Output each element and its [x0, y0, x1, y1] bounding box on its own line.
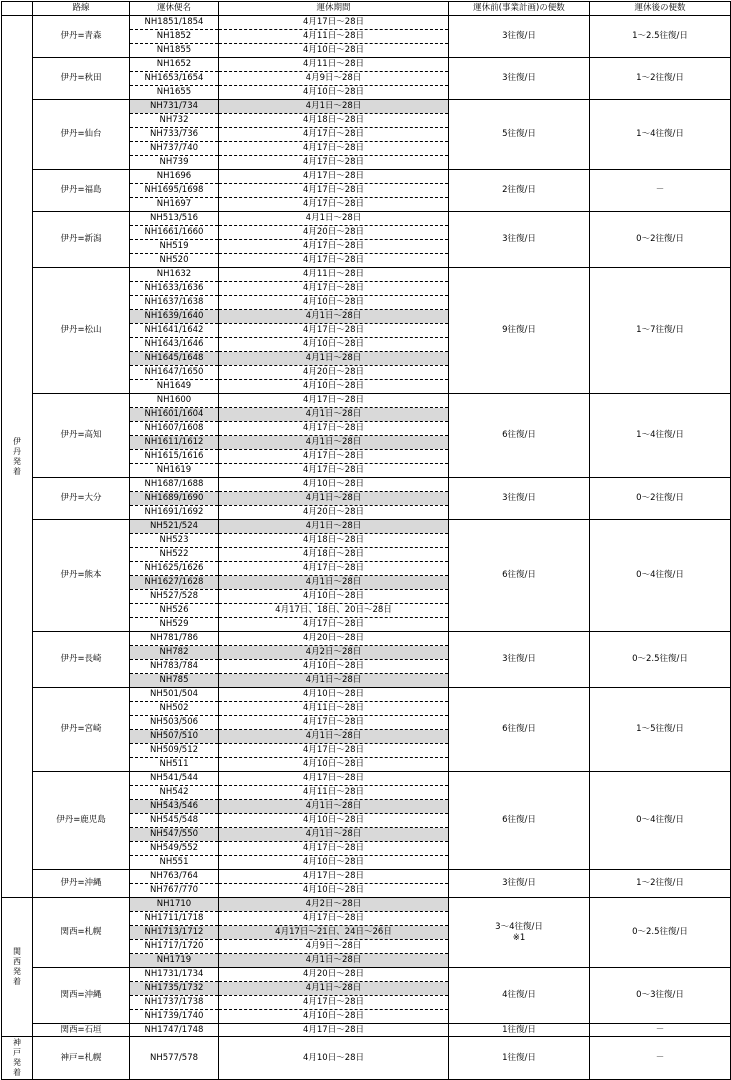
suspension-period: 4月1日～28日: [219, 212, 449, 226]
suspension-period: 4月10日～28日: [219, 758, 449, 772]
suspension-period: 4月17日～28日: [219, 464, 449, 478]
flights-before-value: 9往復/日: [502, 325, 536, 335]
flights-before: [449, 170, 590, 212]
suspension-period: 4月10日～28日: [219, 590, 449, 604]
suspension-period: 4月17日～28日: [219, 394, 449, 408]
flights-before: [449, 16, 590, 58]
header-flight: 運休便名: [130, 2, 219, 16]
table-row: [2, 268, 731, 282]
flight-number: NH1735/1732: [130, 982, 219, 996]
flights-before-value: 3往復/日: [502, 73, 536, 83]
suspension-period: 4月17日～21日、24日～26日: [219, 926, 449, 940]
flight-number: NH577/578: [130, 1037, 219, 1080]
flights-before: [449, 772, 590, 870]
suspension-period: 4月17日～28日: [219, 142, 449, 156]
flight-number: NH731/734: [130, 100, 219, 114]
suspension-period: 4月17日～28日: [219, 16, 449, 30]
suspension-period: 4月1日～28日: [219, 800, 449, 814]
flights-after: 1～7往復/日: [590, 268, 731, 394]
header-row: [2, 2, 731, 16]
flights-before-value: 2往復/日: [502, 185, 536, 195]
flight-number: NH1739/1740: [130, 1010, 219, 1024]
suspension-period: 4月11日～28日: [219, 58, 449, 72]
flight-number: NH1695/1698: [130, 184, 219, 198]
route-name: 伊丹=松山: [33, 268, 130, 394]
table-row: [2, 16, 731, 30]
flights-before-note: ※1: [512, 932, 526, 943]
flight-number: NH543/546: [130, 800, 219, 814]
suspension-period: 4月1日～28日: [219, 408, 449, 422]
route-name: 伊丹=新潟: [33, 212, 130, 268]
route-name: 伊丹=鹿児島: [33, 772, 130, 870]
flights-after: 1～2往復/日: [590, 870, 731, 898]
flights-after: 0～4往復/日: [590, 520, 731, 632]
flight-number: NH509/512: [130, 744, 219, 758]
flight-number: NH781/786: [130, 632, 219, 646]
flight-number: NH549/552: [130, 842, 219, 856]
flight-number: NH1687/1688: [130, 478, 219, 492]
suspension-period: 4月1日～28日: [219, 100, 449, 114]
flights-after: 0～2往復/日: [590, 478, 731, 520]
suspension-period: 4月1日～28日: [219, 576, 449, 590]
flight-number: NH1713/1712: [130, 926, 219, 940]
table-row: [2, 478, 731, 492]
flight-number: NH503/506: [130, 716, 219, 730]
flight-number: NH513/516: [130, 212, 219, 226]
flights-before: [449, 268, 590, 394]
suspension-period: 4月1日～28日: [219, 954, 449, 968]
flight-number: NH526: [130, 604, 219, 618]
suspension-period: 4月11日～28日: [219, 268, 449, 282]
flight-number: NH1737/1738: [130, 996, 219, 1010]
flights-after: 1～5往復/日: [590, 688, 731, 772]
suspension-period: 4月17日～28日: [219, 128, 449, 142]
suspension-period: 4月17日～28日: [219, 254, 449, 268]
flights-after: 1～2往復/日: [590, 58, 731, 100]
flight-number: NH1655: [130, 86, 219, 100]
suspension-period: 4月17日～28日: [219, 324, 449, 338]
suspension-period: 4月17日～28日: [219, 450, 449, 464]
group-label: 関西発着: [13, 947, 21, 986]
flight-number: NH521/524: [130, 520, 219, 534]
route-name: 関西=札幌: [33, 898, 130, 968]
flight-number: NH1619: [130, 464, 219, 478]
suspension-period: 4月17日～28日: [219, 1024, 449, 1037]
flight-number: NH1851/1854: [130, 16, 219, 30]
route-name: 伊丹=青森: [33, 16, 130, 58]
table-row: [2, 212, 731, 226]
flight-number: NH1691/1692: [130, 506, 219, 520]
suspension-period: 4月17日～28日: [219, 772, 449, 786]
route-name: 伊丹=熊本: [33, 520, 130, 632]
flight-number: NH1600: [130, 394, 219, 408]
suspension-period: 4月1日～28日: [219, 520, 449, 534]
suspension-period: 4月2日～28日: [219, 646, 449, 660]
flights-before-value: 5往復/日: [502, 129, 536, 139]
flights-before: [449, 520, 590, 632]
flights-before-value: 6往復/日: [502, 724, 536, 734]
flights-before-value: 3往復/日: [502, 878, 536, 888]
flights-after: 0～3往復/日: [590, 968, 731, 1024]
flight-number: NH519: [130, 240, 219, 254]
flight-number: NH551: [130, 856, 219, 870]
table-row: [2, 520, 731, 534]
suspension-period: 4月1日～28日: [219, 674, 449, 688]
flight-number: NH1855: [130, 44, 219, 58]
flights-after: －: [590, 1037, 731, 1080]
suspension-period: 4月10日～28日: [219, 1037, 449, 1080]
suspension-period: 4月1日～28日: [219, 982, 449, 996]
flights-before: [449, 870, 590, 898]
flight-number: NH1645/1648: [130, 352, 219, 366]
flights-before: [449, 688, 590, 772]
flights-before-value: 6往復/日: [502, 430, 536, 440]
suspension-period: 4月2日～28日: [219, 898, 449, 912]
flight-number: NH502: [130, 702, 219, 716]
flight-number: NH1633/1636: [130, 282, 219, 296]
flight-number: NH783/784: [130, 660, 219, 674]
suspension-period: 4月1日～28日: [219, 352, 449, 366]
route-name: 伊丹=高知: [33, 394, 130, 478]
table-row: [2, 870, 731, 884]
flight-number: NH522: [130, 548, 219, 562]
flights-after: 0～4往復/日: [590, 772, 731, 870]
suspension-period: 4月10日～28日: [219, 338, 449, 352]
suspension-period: 4月20日～28日: [219, 366, 449, 380]
flight-number: NH1747/1748: [130, 1024, 219, 1037]
flights-before: [449, 632, 590, 688]
suspension-period: 4月17日～28日: [219, 282, 449, 296]
flight-number: NH529: [130, 618, 219, 632]
flight-number: NH523: [130, 534, 219, 548]
suspension-period: 4月17日～28日: [219, 912, 449, 926]
flight-number: NH1719: [130, 954, 219, 968]
flight-number: NH542: [130, 786, 219, 800]
suspension-period: 4月18日～28日: [219, 548, 449, 562]
flights-before-value: 4往復/日: [502, 990, 536, 1000]
route-name: 伊丹=大分: [33, 478, 130, 520]
flights-before: [449, 968, 590, 1024]
flight-number: NH785: [130, 674, 219, 688]
suspension-period: 4月10日～28日: [219, 86, 449, 100]
suspension-period: 4月1日～28日: [219, 828, 449, 842]
suspension-period: 4月10日～28日: [219, 1010, 449, 1024]
flights-after: 0～2往復/日: [590, 212, 731, 268]
table-row: [2, 394, 731, 408]
table-row: [2, 688, 731, 702]
route-name: 神戸=札幌: [33, 1037, 130, 1080]
flight-number: NH1731/1734: [130, 968, 219, 982]
suspension-period: 4月20日～28日: [219, 632, 449, 646]
suspension-period: 4月17日～28日: [219, 716, 449, 730]
flight-number: NH1639/1640: [130, 310, 219, 324]
suspension-period: 4月10日～28日: [219, 814, 449, 828]
flights-before-value: 6往復/日: [502, 570, 536, 580]
table-row: [2, 772, 731, 786]
flight-number: NH1607/1608: [130, 422, 219, 436]
suspension-period: 4月17日～28日: [219, 422, 449, 436]
flight-number: NH511: [130, 758, 219, 772]
suspension-period: 4月17日～28日: [219, 198, 449, 212]
header-group: [2, 2, 33, 16]
suspension-period: 4月18日～28日: [219, 114, 449, 128]
suspension-period: 4月11日～28日: [219, 786, 449, 800]
flight-number: NH1641/1642: [130, 324, 219, 338]
flights-after: 1～4往復/日: [590, 100, 731, 170]
flight-number: NH1653/1654: [130, 72, 219, 86]
flights-before: [449, 100, 590, 170]
flight-number: NH501/504: [130, 688, 219, 702]
flight-number: NH1637/1638: [130, 296, 219, 310]
flights-before: [449, 58, 590, 100]
header-before: 運休前(事業計画)の便数: [449, 2, 590, 16]
suspension-period: 4月20日～28日: [219, 506, 449, 520]
flight-number: NH527/528: [130, 590, 219, 604]
flight-number: NH1697: [130, 198, 219, 212]
table-row: [2, 58, 731, 72]
suspension-period: 4月17日、18日、20日～28日: [219, 604, 449, 618]
suspension-period: 4月1日～28日: [219, 310, 449, 324]
table-row: [2, 632, 731, 646]
suspension-period: 4月20日～28日: [219, 226, 449, 240]
table-row: [2, 1024, 731, 1037]
flight-number: NH1852: [130, 30, 219, 44]
suspension-period: 4月10日～28日: [219, 660, 449, 674]
suspension-period: 4月17日～28日: [219, 562, 449, 576]
flight-number: NH1661/1660: [130, 226, 219, 240]
flight-number: NH1601/1604: [130, 408, 219, 422]
route-name: 伊丹=秋田: [33, 58, 130, 100]
flights-after: 0～2.5往復/日: [590, 632, 731, 688]
flight-number: NH1710: [130, 898, 219, 912]
flights-before-value: 3往復/日: [502, 493, 536, 503]
flights-before: [449, 478, 590, 520]
suspension-period: 4月9日～28日: [219, 72, 449, 86]
flight-number: NH1632: [130, 268, 219, 282]
suspension-period: 4月9日～28日: [219, 940, 449, 954]
suspension-period: 4月17日～28日: [219, 240, 449, 254]
suspension-period: 4月10日～28日: [219, 296, 449, 310]
suspension-period: 4月1日～28日: [219, 436, 449, 450]
flights-before: [449, 394, 590, 478]
flight-number: NH541/544: [130, 772, 219, 786]
suspension-period: 4月17日～28日: [219, 184, 449, 198]
route-name: 伊丹=長崎: [33, 632, 130, 688]
flights-after: 0～2.5往復/日: [590, 898, 731, 968]
flights-before: [449, 212, 590, 268]
flight-number: NH520: [130, 254, 219, 268]
flight-number: NH1625/1626: [130, 562, 219, 576]
suspension-period: 4月17日～28日: [219, 744, 449, 758]
flight-number: NH1652: [130, 58, 219, 72]
flights-before-value: 1往復/日: [502, 1052, 536, 1063]
header-route: 路線: [33, 2, 130, 16]
table-row: [2, 968, 731, 982]
flights-before-value: 3往復/日: [502, 234, 536, 244]
flight-number: NH1611/1612: [130, 436, 219, 450]
suspension-period: 4月18日～28日: [219, 534, 449, 548]
flights-after: 1～4往復/日: [590, 394, 731, 478]
suspension-period: 4月20日～28日: [219, 968, 449, 982]
suspension-period: 4月10日～28日: [219, 478, 449, 492]
group-label: 伊丹発着: [13, 436, 21, 476]
group-label-cell: [2, 16, 33, 898]
flight-number: NH1696: [130, 170, 219, 184]
suspension-period: 4月17日～28日: [219, 618, 449, 632]
flight-number: NH782: [130, 646, 219, 660]
table-row: [2, 100, 731, 114]
route-name: 伊丹=宮崎: [33, 688, 130, 772]
suspension-period: 4月10日～28日: [219, 44, 449, 58]
suspension-period: 4月10日～28日: [219, 856, 449, 870]
flight-number: NH1615/1616: [130, 450, 219, 464]
flights-before-value: 3往復/日: [502, 31, 536, 41]
route-name: 伊丹=沖縄: [33, 870, 130, 898]
suspension-period: 4月11日～28日: [219, 30, 449, 44]
suspension-period: 4月17日～28日: [219, 170, 449, 184]
route-name: 伊丹=福島: [33, 170, 130, 212]
suspension-period: 4月17日～28日: [219, 842, 449, 856]
header-period: 運休期間: [219, 2, 449, 16]
flights-after: －: [590, 170, 731, 212]
flight-number: NH1689/1690: [130, 492, 219, 506]
flights-before: [449, 1024, 590, 1037]
flight-number: NH1627/1628: [130, 576, 219, 590]
flight-number: NH1647/1650: [130, 366, 219, 380]
flight-number: NH737/740: [130, 142, 219, 156]
suspension-table: [1, 1, 731, 1080]
route-name: 伊丹=仙台: [33, 100, 130, 170]
flight-number: NH1711/1718: [130, 912, 219, 926]
flights-before: [449, 898, 590, 968]
flight-number: NH507/510: [130, 730, 219, 744]
flights-after: －: [590, 1024, 731, 1037]
flight-number: NH733/736: [130, 128, 219, 142]
table-body: [2, 16, 731, 1080]
flight-number: NH739: [130, 156, 219, 170]
flights-before-value: 1往復/日: [502, 1024, 536, 1035]
flight-number: NH1717/1720: [130, 940, 219, 954]
suspension-period: 4月1日～28日: [219, 492, 449, 506]
flights-before-value: 6往復/日: [502, 815, 536, 825]
flight-number: NH732: [130, 114, 219, 128]
header-after: 運休後の便数: [590, 2, 731, 16]
flight-number: NH767/770: [130, 884, 219, 898]
suspension-period: 4月1日～28日: [219, 730, 449, 744]
suspension-period: 4月10日～28日: [219, 380, 449, 394]
flights-before-value: 3～4往復/日: [495, 921, 543, 932]
group-label-cell: [2, 898, 33, 1037]
suspension-period: 4月10日～28日: [219, 884, 449, 898]
flights-before-value: 3往復/日: [502, 654, 536, 664]
suspension-period: 4月10日～28日: [219, 688, 449, 702]
group-label: 神戸発着: [13, 1038, 21, 1077]
route-name: 関西=石垣: [33, 1024, 130, 1037]
flight-number: NH763/764: [130, 870, 219, 884]
suspension-period: 4月11日～28日: [219, 702, 449, 716]
flight-number: NH545/548: [130, 814, 219, 828]
suspension-period: 4月17日～28日: [219, 156, 449, 170]
table-row: [2, 170, 731, 184]
flights-after: 1～2.5往復/日: [590, 16, 731, 58]
flight-number: NH547/550: [130, 828, 219, 842]
flight-number: NH1643/1646: [130, 338, 219, 352]
suspension-period: 4月17日～28日: [219, 870, 449, 884]
table-row: [2, 898, 731, 912]
flight-number: NH1649: [130, 380, 219, 394]
suspension-period: 4月17日～28日: [219, 996, 449, 1010]
route-name: 関西=沖縄: [33, 968, 130, 1024]
